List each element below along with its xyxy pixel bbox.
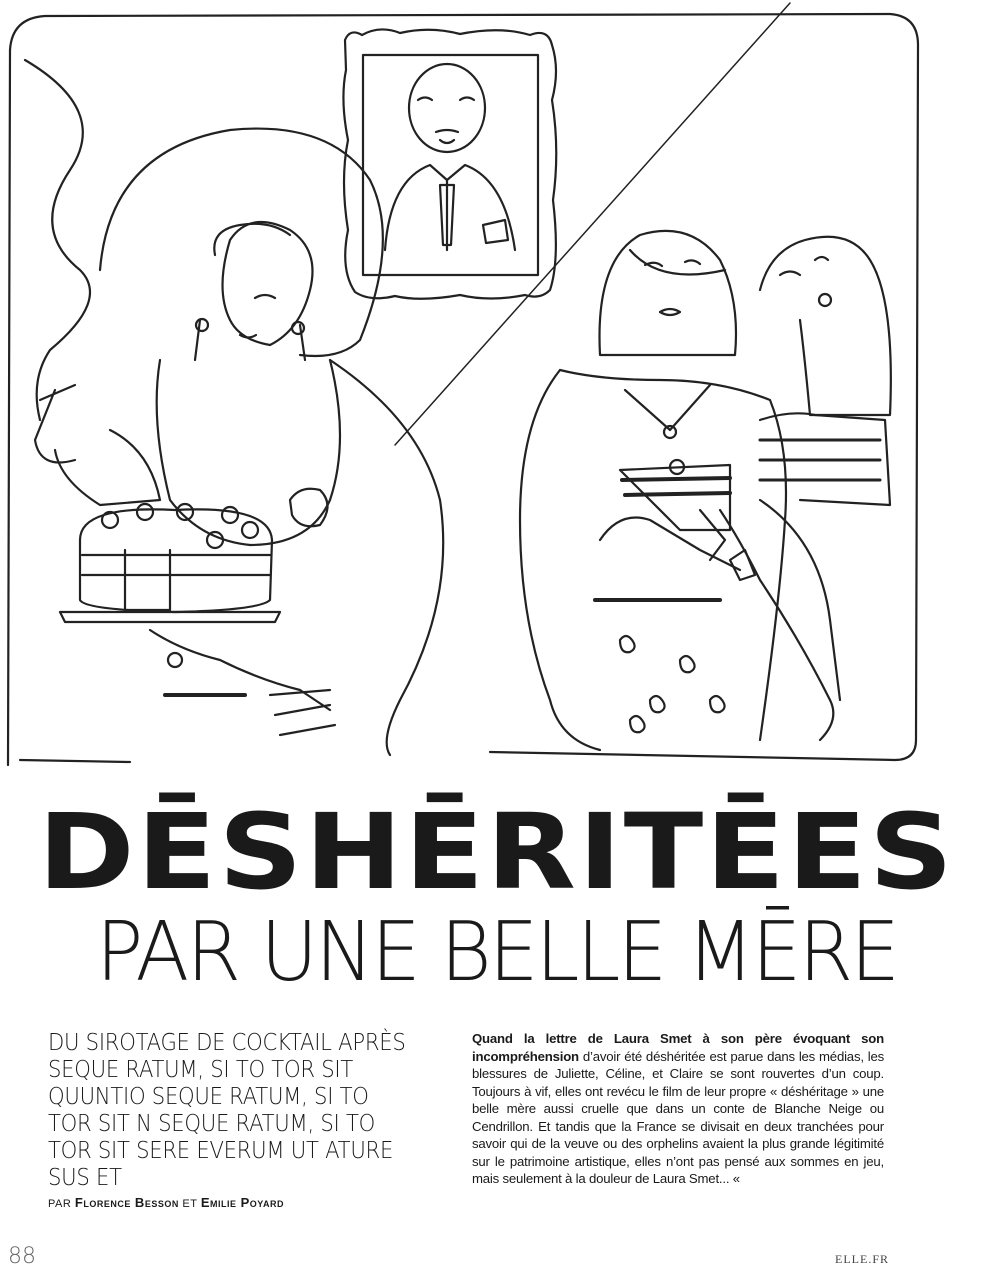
wall-line: [395, 3, 790, 445]
woman-left: [35, 129, 443, 755]
byline-author-2: Emilie Poyard: [200, 1195, 284, 1210]
subheadline: PAR UNE BELLE MĒRE: [95, 905, 898, 1000]
byline: [48, 1195, 284, 1210]
standfirst: DU SIROTAGE DE COCKTAIL APRÈS SEQUE RATUM, SI TO TOR SIT QUUNTIO SEQUE RATUM, SI TO TOR SIT N SEQUE RATUM, SI TO TOR SIT SERE EVERUM UT ATURE SUS ET: [48, 1030, 406, 1191]
folio: ELLE.FR: [835, 1252, 889, 1266]
article-text: d’avoir été déshéritée est parue dans les médias, les blessures de Juliette, Céline, et Claire se sont rouvertes d’un coup. Toujours à vif, elles ont revécu le film de leur propre « déshéritage » une belle mère aussi cruelle que dans un conte de Blanche Neige ou Cendrillon. Et tandis que la France se divisait en deux tranchées pour savoir qui de la veuve ou des orphelins avaient la plus grande légitimité sur le patrimoine artistique, elles n’ont pas pensé aux sommes en jeu, mais seulement à la douleur de Laura Smet... «: [472, 1048, 884, 1186]
byline-et: ET: [182, 1198, 198, 1210]
article-lead: Quand la lettre de Laura Smet à son père évoquant son incompréhension: [472, 1031, 884, 1064]
woman-middle: [520, 231, 786, 750]
smoke: [25, 60, 90, 420]
byline-par: PAR: [48, 1198, 72, 1210]
room-frame: [10, 14, 918, 760]
woman-right: [700, 237, 891, 740]
page-number: 88: [8, 1244, 36, 1269]
byline-author-1: Florence Besson: [74, 1195, 179, 1210]
article-body: [472, 1030, 884, 1188]
headline: DĒSHĒRITĒES: [37, 791, 956, 913]
portrait: [343, 29, 556, 298]
